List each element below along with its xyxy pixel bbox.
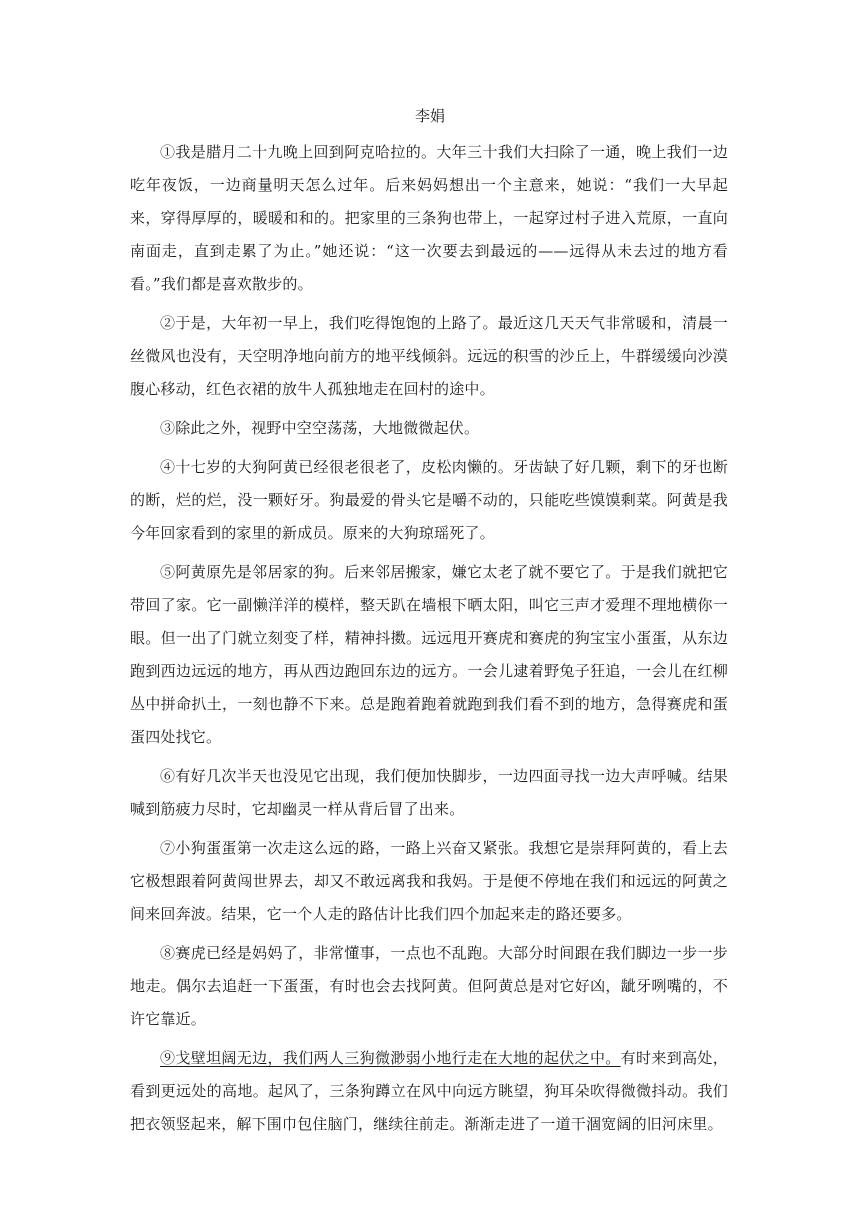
paragraph-8: ⑧赛虎已经是妈妈了，非常懂事，一点也不乱跑。大部分时间跟在我们脚边一步一步地走。偶尔去追赶一下蛋蛋，有时也会去找阿黄。但阿黄总是对它好凶，龇牙咧嘴的，不许它靠近。 (130, 944, 728, 1028)
underlined-sentence: ⑨戈壁坦阔无边，我们两人三狗微渺弱小地行走在大地的起伏之中。 (160, 1049, 621, 1067)
paragraph-5: ⑤阿黄原先是邻居家的狗。后来邻居搬家，嫌它太老了就不要它了。于是我们就把它带回了家。它一副懒洋洋的模样，整天趴在墙根下晒太阳，叫它三声才爱理不理地横你一眼。但一出了门就立刻变了样，精神抖擞。远远甩开赛虎和赛虎的狗宝宝小蛋蛋，从东边跑到西边远远的地方，再从西边跑回东边的远方。一会儿逮着野兔子狂追，一会儿在红柳丛中拼命扒土，一刻也静不下来。总是跑着跑着就跑到我们看不到的地方，急得赛虎和蛋蛋四处找它。 (130, 563, 728, 746)
paragraph-4: ④十七岁的大狗阿黄已经很老很老了，皮松肉懒的。牙齿缺了好几颗，剩下的牙也断的断，烂的烂，没一颗好牙。狗最爱的骨头它是嚼不动的，只能吃些馍馍剩菜。阿黄是我今年回家看到的家里的新成员。原来的大狗琼瑶死了。 (130, 458, 728, 542)
paragraph-6: ⑥有好几次半天也没见它出现，我们便加快脚步，一边四面寻找一边大声呼喊。结果喊到筋疲力尽时，它却幽灵一样从背后冒了出来。 (130, 767, 728, 818)
paragraph-1: ①我是腊月二十九晚上回到阿克哈拉的。大年三十我们大扫除了一通，晚上我们一边吃年夜饭，一边商量明天怎么过年。后来妈妈想出一个主意来，她说：“我们一大早起来，穿得厚厚的，暖暖和和的。把家里的三条狗也带上，一起穿过村子进入荒原，一直向南面走，直到走累了为止。”她还说：“这一次要去到最远的——远得从未去过的地方看看。”我们都是喜欢散步的。 (130, 143, 728, 293)
article-body (130, 136, 728, 1147)
paragraph-2: ②于是，大年初一早上，我们吃得饱饱的上路了。最近这几天天气非常暖和，清晨一丝微风也没有，天空明净地向前方的地平线倾斜。远远的积雪的沙丘上，牛群缓缓向沙漠腹心移动，红色衣裙的放牛人孤独地走在回村的途中。 (130, 314, 728, 398)
paragraph-3: ③除此之外，视野中空空荡荡，大地微微起伏。 (160, 419, 480, 437)
paragraph-7: ⑦小狗蛋蛋第一次走这么远的路，一路上兴奋又紧张。我想它是崇拜阿黄的，看上去它极想跟着阿黄闯世界去，却又不敢远离我和我妈。于是便不停地在我们和远远的阿黄之间来回奔波。结果，它一个人走的路估计比我们四个加起来走的路还要多。 (130, 839, 728, 923)
author-name: 李娟 (414, 107, 445, 125)
paragraph-9-rest: 有时来到高处，看到更远处的高地。起风了，三条狗蹲立在风中向远方眺望，狗耳朵吹得微微抖动。我们把衣领竖起来，解下围巾包住脑门，继续往前走。渐渐走进了一道干涸宽阔的旧河床里。 (130, 1049, 728, 1133)
paragraph-9 (130, 1042, 728, 1141)
